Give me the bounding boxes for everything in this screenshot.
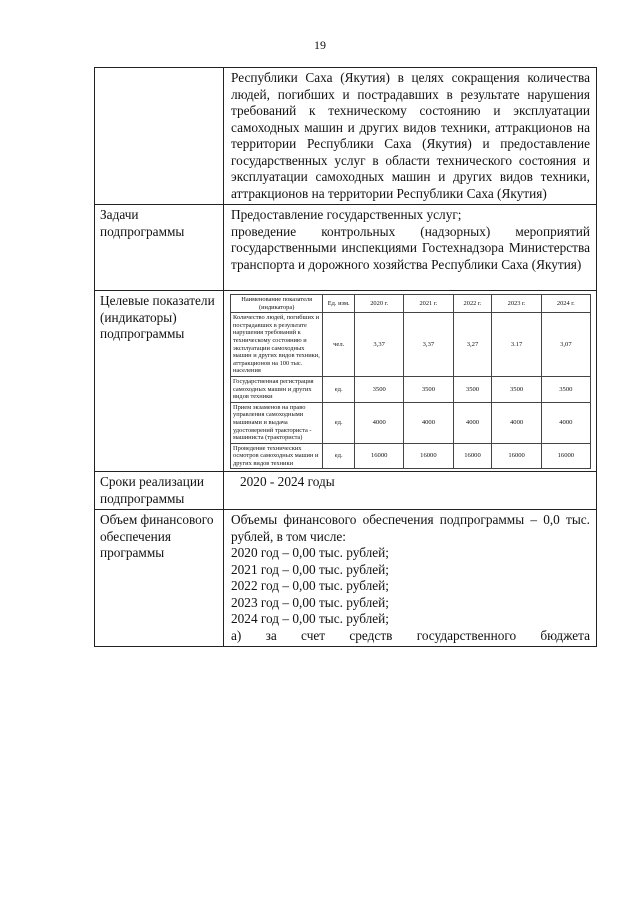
row-goal-continuation xyxy=(95,68,597,205)
indicator-value: 4000 xyxy=(404,402,453,443)
funding-year: 2020 год – 0,00 тыс. рублей; xyxy=(231,545,389,561)
indicator-name: Прием экзаменов на право управления самоходными машинами и выдача удостоверений тракториста - машиниста (тракториста) xyxy=(231,402,323,443)
indicator-name: Количество людей, погибших и пострадавших в результате нарушения требований к техническому состоянию и эксплуатации самоходных машин и других видов техники, аттракционов на 100 тыс. населения xyxy=(231,313,323,377)
indicator-value: 4000 xyxy=(541,402,590,443)
funding-year: 2021 год – 0,00 тыс. рублей; xyxy=(231,561,389,577)
indicators-header-row xyxy=(231,295,591,313)
funding-intro: Объемы финансового обеспечения подпрограммы – 0,0 тыс. рублей, в том числе: xyxy=(231,512,590,544)
header-indicator-name: Наименование показателя (индикатора) xyxy=(231,295,323,313)
indicator-name: Проведение технических осмотров самоходных машин и других видов техники xyxy=(231,443,323,469)
indicator-value: 4000 xyxy=(492,402,541,443)
indicator-value: 3,37 xyxy=(355,313,404,377)
indicator-value: 16000 xyxy=(355,443,404,469)
row-indicators xyxy=(95,291,597,472)
indicator-value: 16000 xyxy=(404,443,453,469)
indicator-name: Государственная регистрация самоходных машин и других видов техники xyxy=(231,376,323,402)
header-2024: 2024 г. xyxy=(541,295,590,313)
indicator-value: 3500 xyxy=(404,376,453,402)
indicator-unit: ед. xyxy=(323,443,355,469)
cell-funding-label xyxy=(95,510,224,647)
cell-terms-label xyxy=(95,472,224,510)
tasks-line-2: проведение контрольных (надзорных) мероприятий государственными инспекциями Гостехнадзора Министерства транспорта и дорожного хозяйства Республики Саха (Якутия) xyxy=(231,223,590,272)
indicator-unit: ед. xyxy=(323,402,355,443)
tasks-label: Задачи подпрограммы xyxy=(100,207,185,239)
terms-label: Сроки реализации подпрограммы xyxy=(100,474,205,506)
header-unit: Ед. изм. xyxy=(323,295,355,313)
row-tasks xyxy=(95,205,597,291)
cell-tasks-content xyxy=(224,205,597,291)
indicator-row xyxy=(231,402,591,443)
indicator-value: 3,07 xyxy=(541,313,590,377)
indicator-row xyxy=(231,313,591,377)
cell-terms-content xyxy=(224,472,597,510)
indicators-label: Целевые показатели (индикаторы) подпрограммы xyxy=(100,293,215,341)
indicator-value: 3,37 xyxy=(404,313,453,377)
indicator-row xyxy=(231,376,591,402)
header-2022: 2022 г. xyxy=(453,295,492,313)
indicator-value: 3500 xyxy=(541,376,590,402)
page-number: 19 xyxy=(314,38,326,52)
indicator-unit: чел. xyxy=(323,313,355,377)
cell-funding-content xyxy=(224,510,597,647)
header-2020: 2020 г. xyxy=(355,295,404,313)
indicator-value: 16000 xyxy=(541,443,590,469)
funding-year: 2022 год – 0,00 тыс. рублей; xyxy=(231,578,389,594)
indicator-row xyxy=(231,443,591,469)
indicator-value: 3,27 xyxy=(453,313,492,377)
passport-table xyxy=(94,67,597,647)
indicator-value: 3.17 xyxy=(492,313,541,377)
indicators-table xyxy=(230,294,591,469)
indicator-value: 3500 xyxy=(355,376,404,402)
indicator-value: 16000 xyxy=(492,443,541,469)
tasks-line-1: Предоставление государственных услуг; xyxy=(231,207,462,222)
cell-indicators-label xyxy=(95,291,224,472)
indicator-value: 3500 xyxy=(453,376,492,402)
funding-label: Объем финансового обеспечения программы xyxy=(100,512,214,561)
header-2021: 2021 г. xyxy=(404,295,453,313)
indicator-unit: ед. xyxy=(323,376,355,402)
indicator-value: 3500 xyxy=(492,376,541,402)
terms-text: 2020 - 2024 годы xyxy=(240,474,335,490)
funding-year: 2023 год – 0,00 тыс. рублей; xyxy=(231,594,389,610)
cell-indicators-content xyxy=(224,291,597,472)
cell-goal-text xyxy=(224,68,597,205)
indicator-value: 4000 xyxy=(355,402,404,443)
funding-last-line: а) за счет средств государственного бюджета xyxy=(231,627,590,643)
header-2023: 2023 г. xyxy=(492,295,541,313)
indicator-value: 16000 xyxy=(453,443,492,469)
goal-text: Республики Саха (Якутия) в целях сокращения количества людей, погибших и пострадавших в результате нарушения требований к техническому состоянию и эксплуатации самоходных машин и других видов техники, аттракционов на территории Республики Саха (Якутия) и предоставление государственных услуг в области технического состояния и эксплуатации самоходных машин и других видов техники, аттракционов на территории Республики Саха (Якутия) xyxy=(231,70,590,201)
cell-empty-label xyxy=(95,68,224,205)
row-terms xyxy=(95,472,597,510)
row-funding xyxy=(95,510,597,647)
indicator-value: 4000 xyxy=(453,402,492,443)
funding-year: 2024 год – 0,00 тыс. рублей; xyxy=(231,611,389,627)
cell-tasks-label xyxy=(95,205,224,291)
